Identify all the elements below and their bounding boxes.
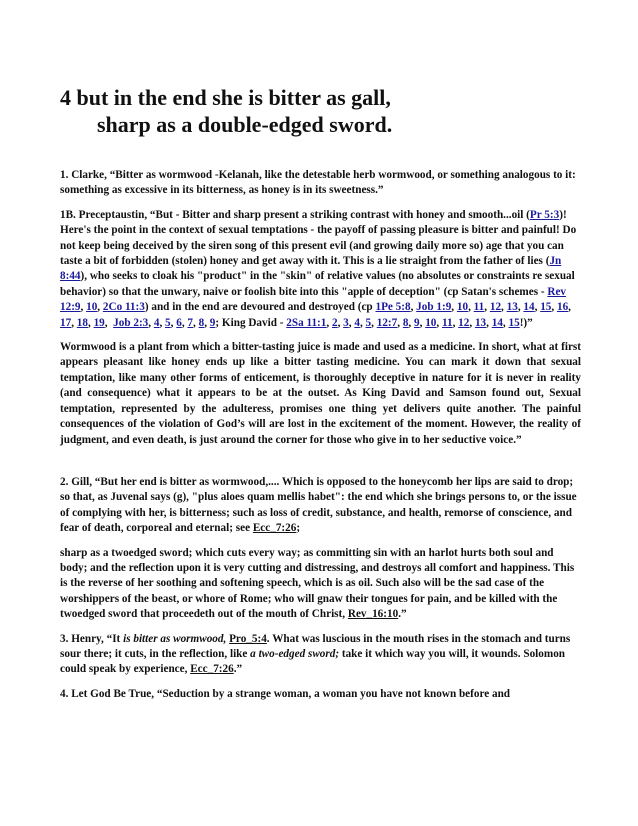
text-run: .”: [233, 663, 243, 676]
ref-list-job-2: , 4, 5, 6, 7, 8, 9: [148, 316, 216, 329]
ref-link-1pe-5-8[interactable]: 1Pe 5:8: [375, 301, 411, 314]
ref-link-job-2-6[interactable]: 6: [176, 316, 182, 329]
ref-link-2sa-11-1[interactable]: 2Sa 11:1: [286, 316, 327, 329]
paragraph-clarke: 1. Clarke, “Bitter as wormwood -Kelanah, like the detestable herb wormwood, or something analogous to it: something as excessive in its bitterness, as honey is in its sweetness.”: [60, 169, 576, 197]
ref-link-job-2-5[interactable]: 5: [165, 316, 171, 329]
paragraph-henry: [60, 632, 581, 678]
ref-link-job-1-15[interactable]: 15: [540, 301, 552, 314]
ref-link-job-1-16[interactable]: 16: [556, 301, 569, 314]
ref-link-job-1-12[interactable]: 12: [489, 301, 502, 314]
paragraph-gill: [60, 475, 581, 537]
text-run: ;: [296, 522, 301, 535]
ref-link-rev-12-10[interactable]: 10: [86, 301, 98, 314]
ref-link-job-2-9[interactable]: 9: [209, 316, 216, 329]
ref-link-job-1-17[interactable]: 17: [60, 316, 72, 329]
ref-link-2sa-11-4[interactable]: 4: [354, 316, 360, 329]
page-title: [60, 84, 600, 138]
ref-list-2sa-12: , 8, 9, 10, 11, 12, 13, 14, 15: [397, 316, 520, 329]
ref-link-job-1-18[interactable]: 18: [76, 316, 88, 329]
ref-link-job-1-13[interactable]: 13: [506, 301, 518, 314]
ref-link-pro-5-4[interactable]: Pro_5:4: [229, 632, 267, 645]
ref-link-job-2-4[interactable]: 4: [153, 316, 160, 329]
ref-link-2sa-12-8[interactable]: 8: [402, 316, 409, 329]
ref-link-rev-12-9[interactable]: Rev 12:9: [60, 285, 567, 314]
paragraph-preceptaustin: 1B. Preceptaustin, “But - Bitter and sharp present a striking contrast with honey and smooth...oil (Pr 5:3)! Here's the point in the context of sexual temptations - the payoff of passing pleasure is bitter and painful! Do not keep being deceived by the siren song of this present evil (and growing daily more so) age that you can taste a bit of forbidden (stolen) honey and get away with it. This is a lie straight from the father of lies (Jn 8:44), who seeks to cloak his "product" in the "skin" of relative values (no absolutes or constraints re sexual behavior) so that the unwary, naive or foolish bite into this "apple of deception" (cp Satan's schemes - Rev 12:9, 10, 2Co 11:3) and in the end are devoured and destroyed (cp 1Pe 5:8, Job 1:9, 10, 11, 12, 13, 14, 15, 16, 17, 18, 19, Job 2:3, 4, 5, 6, 7, 8, 9; King David - 2Sa 11:1, 2, 3, 4, 5, 12:7, 8, 9, 10, 11, 12, 13, 14, 15!)”: [60, 208, 577, 329]
ref-link-job-1-11[interactable]: 11: [473, 301, 485, 314]
ref-link-job-1-9[interactable]: Job 1:9: [416, 301, 452, 314]
ref-link-job-1-14[interactable]: 14: [523, 301, 535, 314]
ref-link-job-1-19[interactable]: 19: [93, 316, 105, 329]
ref-link-2co-11-3[interactable]: 2Co 11:3: [102, 301, 145, 314]
ref-link-2sa-12-10[interactable]: 10: [425, 316, 437, 329]
title-line-2: sharp as a double-edged sword.: [97, 112, 393, 137]
text-run: 3. Henry, “It: [60, 632, 124, 645]
text-run: !)”: [519, 316, 533, 329]
ref-link-pr-5-3[interactable]: Pr 5:3: [529, 208, 560, 221]
ref-list-2sa-11: , 2, 3, 4, 5: [326, 316, 372, 329]
ref-link-2sa-12-9[interactable]: 9: [414, 316, 420, 329]
ref-link-2sa-12-12[interactable]: 12: [458, 316, 470, 329]
ref-link-2sa-12-14[interactable]: 14: [491, 316, 503, 329]
ref-link-jn-8-44[interactable]: Jn 8:44: [60, 255, 562, 283]
ref-link-job-2-7[interactable]: 7: [187, 316, 194, 329]
paragraph-gill-sword: [60, 546, 581, 623]
paragraph-wormwood: Wormwood is a plant from which a bitter-tasting juice is made and used as a medicine. In short, what at first appears pleasant like honey ends up like a bitter tasting medicine. You can mark it down that sexual temptation, like many other forms of enticement, is thoroughly deceptive in nature for it is never in reality (and consequence) what it appears to be at the outset. As King David and Samson found out, Sexual temptation, represented by the adulteress, promises one thing yet delivers quite another. The painful consequences of the violation of God’s will are lost in the excitement of the moment. However, the reality of judgment, and even death, is just around the corner for those who give in to her seductive voice.”: [60, 341, 581, 446]
text-run: 2. Gill, “But her end is bitter as wormwood,.... Which is opposed to the honeycomb her lips are said to drop; so that, as Juvenal says (g), "plus aloes quam mellis habet": the end which she brings persons to, or the issue of complying with her, is bitterness; such as loss of credit, substance, and health, remorse of conscience, and fear of death, corporeal and eternal; see: [60, 475, 577, 535]
title-line-1: 4 but in the end she is bitter as gall,: [60, 85, 391, 110]
ref-link-job-2-8[interactable]: 8: [198, 316, 205, 329]
text-run: ), who seeks to cloak his "product" in the "skin" of relative values (no absolutes or constraints re sexual behavior) so that the unwary, naive or foolish bite into this "apple of deception" (cp Satan's schemes -: [60, 270, 575, 298]
ref-link-2sa-12-15[interactable]: 15: [508, 316, 520, 329]
ref-link-job-2-3[interactable]: Job 2:3: [113, 316, 149, 329]
text-run: 1B. Preceptaustin, “But - Bitter and sharp present a striking contrast with honey and smooth...oil (: [60, 208, 530, 221]
ref-link-ecc-7-26-b[interactable]: Ecc_7:26: [190, 663, 234, 676]
text-run: take it which way you will, it wounds. Solomon could speak by experience,: [60, 647, 566, 676]
italic-run: a two-edged sword;: [250, 647, 340, 660]
ref-link-2sa-11-5[interactable]: 5: [365, 316, 372, 329]
text-run: .”: [398, 608, 407, 621]
commentary-body: [60, 168, 581, 711]
ref-link-2sa-11-3[interactable]: 3: [343, 316, 349, 329]
text-run: . What was luscious in the mouth rises in the stomach and turns sour there; it cuts, in the reflection, like: [60, 632, 571, 660]
ref-link-ecc-7-26[interactable]: Ecc_7:26: [252, 522, 297, 535]
ref-link-2sa-12-11[interactable]: 11: [441, 316, 453, 329]
ref-link-2sa-12-7[interactable]: 12:7: [376, 316, 398, 329]
ref-link-2sa-12-13[interactable]: 13: [474, 316, 487, 329]
ref-link-job-1-10[interactable]: 10: [456, 301, 469, 314]
italic-run: is bitter as wormwood,: [123, 632, 227, 645]
paragraph-let-god-be-true: 4. Let God Be True, “Seduction by a strange woman, a woman you have not known before and: [60, 687, 511, 700]
ref-link-2sa-11-2[interactable]: 2: [331, 316, 338, 329]
text-run: ) and in the end are devoured and destroyed (cp: [144, 301, 376, 314]
ref-link-rev-16-10[interactable]: Rev_16:10: [347, 608, 399, 621]
ref-list-job-1: , 10, 11, 12, 13, 14, 15, 16, 17, 18, 19: [60, 301, 571, 329]
text-run: )! Here's the point in the context of sexual temptations - the payoff of passing pleasure is bitter and painful! Do not keep being deceived by the siren song of this present evil (and growing daily more so) age that you can taste a bit of forbidden (stolen) honey and get away with it. This is a lie straight from the father of lies (: [60, 208, 577, 268]
text-run: sharp as a twoedged sword; which cuts every way; as committing sin with an harlot hurts both soul and body; and the reflection upon it is very cutting and distressing, and destroys all comfort and happiness. This is the reverse of her soothing and softening speech, which is as oil. Such also will be the sad case of the worshippers of the beast, or whore of Rome; who will gnaw their tongues for pain, and be killed with the twoedged sword that proceedeth out of the mouth of Christ,: [60, 546, 575, 621]
text-run: ; King David -: [215, 316, 287, 329]
